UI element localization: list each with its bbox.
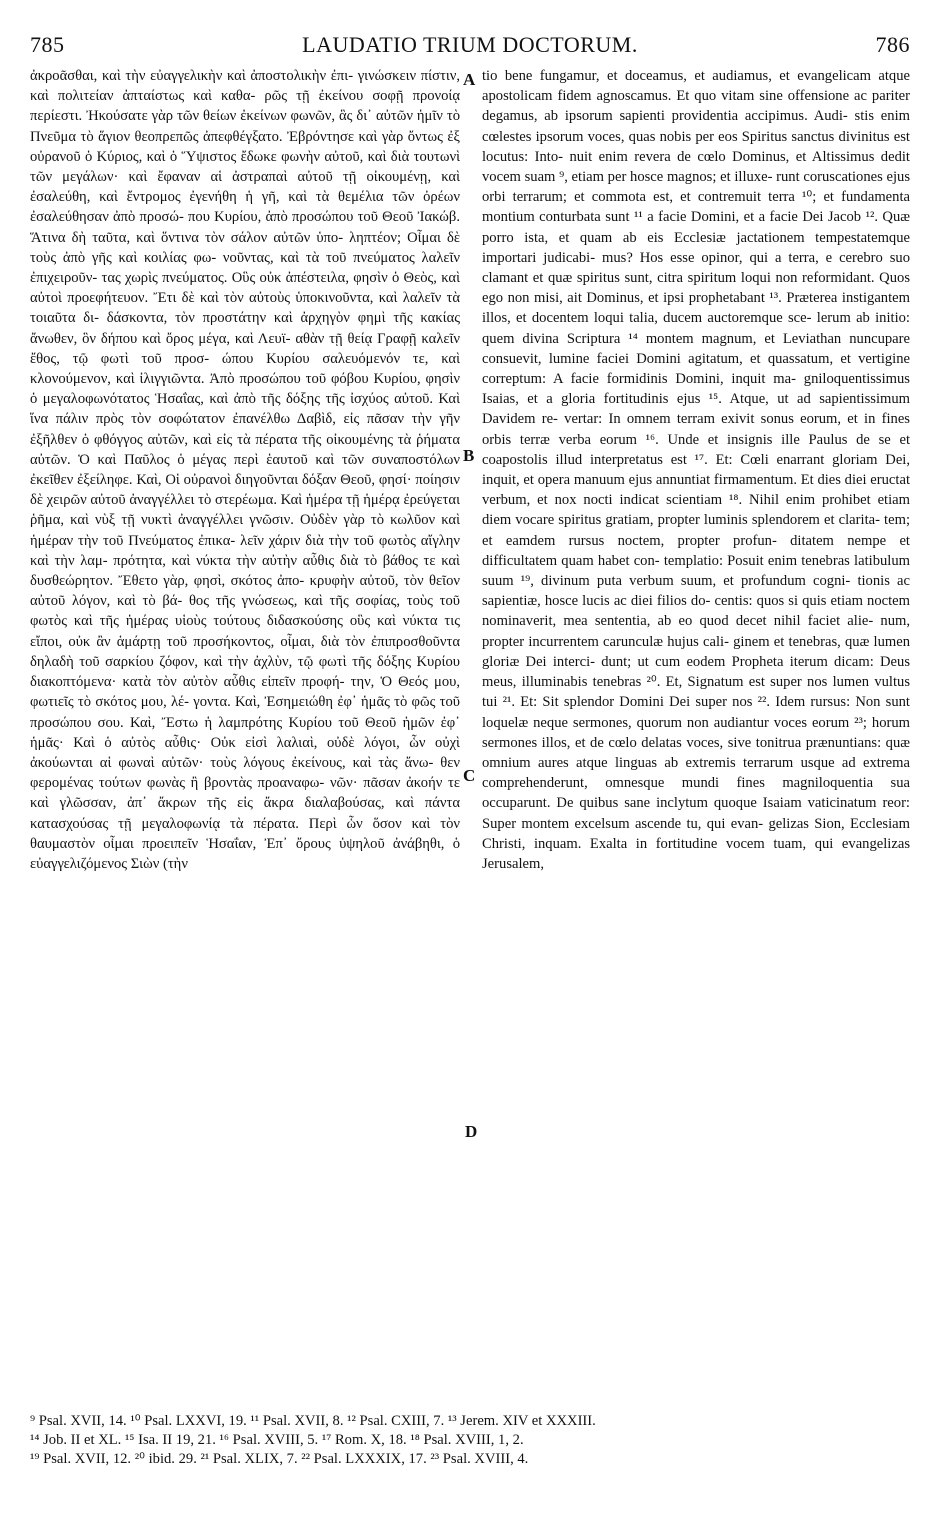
footnote-line: ¹⁹ Psal. XVII, 12. ²⁰ ibid. 29. ²¹ Psal. XLIX, 7. ²² Psal. LXXXIX, 17. ²³ Psal. XVIII, 4. (30, 1451, 529, 1467)
margin-letter-c: C (463, 766, 476, 785)
footnote-line: ⁹ Psal. XVII, 14. ¹⁰ Psal. LXXVI, 19. ¹¹ Psal. XVII, 8. ¹² Psal. CXIII, 7. ¹³ Jerem. XIV et XXXIII. (30, 1413, 596, 1429)
page-number-left: 785 (30, 32, 65, 57)
margin-letter-b: B (463, 446, 475, 465)
greek-column (30, 66, 460, 1401)
latin-column (482, 66, 910, 1401)
running-title: LAUDATIO TRIUM DOCTORUM. (302, 32, 638, 57)
page-number-right: 786 (875, 32, 910, 57)
greek-text: ἀκροᾶσθαι, καὶ τὴν εὐαγγελικὴν καὶ ἀποστολικὴν ἐπι- γινώσκειν πίστιν, καὶ πολιτείαν ἀπταίστως καὶ καθα- ρῶς τῇ ἐκείνου σοφῇ προνοίᾳ περίεστι. Ἠκούσατε γὰρ τῶν θείων ἐκείνων φωνῶν, ἃς δι᾽ αὐτῶν ἡμῖν τὸ Πνεῦμα τὸ ἅγιον θεοπρεπῶς ἀπεφθέγξατο. Ἐβρόντησε καὶ γὰρ ὄντως ἐξ οὐρανοῦ ὁ Κύριος, καὶ ὁ Ὕψιστος ἔδωκε φωνὴν αὐτοῦ, καὶ διὰ τουτωνὶ τῶν μεγάλων· καὶ ἔφαναν αἱ ἀστραπαὶ αὐτοῦ τῇ οἰκουμένῃ, καὶ ἐσαλεύθη, καὶ ἔντρομος ἐγενήθη ἡ γῆ, καὶ τὰ θεμέλια τῶν ὀρέων ἐσαλεύθησαν ἀπὸ προσώ- που Κυρίου, ἀπὸ προσώπου τοῦ Θεοῦ Ἰακώβ. Ἅτινα δὴ ταῦτα, καὶ ὅντινα τὸν σάλον αὐτῶν ὑπο- ληπτέον; Οἶμαι δὲ τοὺς ἀπὸ γῆς καὶ κοιλίας φω- νοῦντας, καὶ τὰ τοῦ πνεύματος λαλεῖν ἐπιχειροῦν- τας χωρὶς πνεύματος. Οὓς οὐκ ἀπέστειλα, φησὶν ὁ Θεὸς, καὶ αὐτοὶ προεφήτευον. Ἔτι δὲ καὶ τὸν αὐτοὺς ὑποκινοῦντα, καὶ λαλεῖν τὰ τοιαῦτα δι- δάσκοντα, τὸν προστάτην καὶ ἀρχηγὸν φημὶ τῆς κακίας ἄνωθεν, ὃν δήπου καὶ ὄρος μέγα, καὶ Λευϊ- αθὰν τῇ θείᾳ Γραφῇ καλεῖν ἔθος, τῷ φωτὶ τοῦ προσ- ώπου Κυρίου σαλευόμενόν τε, καὶ κλονούμενον, καὶ ἰλιγγιῶντα. Ἀπὸ προσώπου τοῦ φόβου Κυρίου, φησὶν ὁ μεγαλοφωνότατος Ἡσαΐας, καὶ ἀπὸ τῆς δόξης τῆς ἰσχύος αὐτοῦ. Καὶ ἵνα πάλιν πρὸς τὸν σοφώτατον ἐπανέλθω Δαβὶδ, εἰς πᾶσαν τὴν γῆν ἐξῆλθεν ὁ φθόγγος αὐτῶν, καὶ εἰς τὰ πέρατα τῆς οἰκουμένης τὰ ῥήματα αὐτῶν. Ὁ καὶ Παῦλος ὁ μέγας περὶ ἑαυτοῦ καὶ τῶν συναποστόλων ἐκεῖθεν ἐξείληφε. Καὶ, Οἱ οὐρανοὶ διηγοῦνται δόξαν Θεοῦ, φησί· ποίησιν δὲ χειρῶν αὐτοῦ ἀναγγέλλει τὸ στερέωμα. Καὶ ἡμέρα τῇ ἡμέρᾳ ἐρεύγεται ῥῆμα, καὶ νὺξ τῇ νυκτὶ ἀναγγέλλει γνῶσιν. Οὐδὲν γὰρ τὸ κωλῦον καὶ ἡμέραν τὴν τοῦ Πνεύματος ἐπικα- λεῖν χάριν διὰ τὴν τοῦ φωτὸς αἴγλην καὶ τὴν λαμ- πρότητα, καὶ νύκτα τὴν αὐτὴν αὖθις διὰ τὸ βάθος τε καὶ δυσθεώρητον. Ἔθετο γὰρ, φησὶ, σκότος ἀπο- κρυφὴν αὐτοῦ, τὸν θεῖον αὐτοῦ λόγον, καὶ τὸ βά- θος τῆς γνώσεως, καὶ τῆς σοφίας, τοὺς τοῦ φωτὸς καὶ τῆς ἡμέρας υἱοὺς τούτους διδασκούσης οὓς καὶ νύκτα τις εἴποι, οὐκ ἂν ἁμάρτῃ τοῦ προσήκοντος, οἶμαι, διὰ τὸν ἐπιπροσθοῦντα δηλαδὴ τοῦ σαρκίου ζόφον, καὶ τὴν ἀχλὺν, τῷ φωτὶ τῆς δόξης Κυρίου διακοπτόμενα· κατὰ τὸν αὐτὸν αὖθις εἰπεῖν προφή- την, Ὁ Θεός μου, φωτιεῖς τὸ σκότος μου, λέ- γοντα. Καὶ, Ἐσημειώθη ἐφ᾽ ἡμᾶς τὸ φῶς τοῦ προσώπου σου. Καὶ, Ἔστω ἡ λαμπρότης Κυρίου τοῦ Θεοῦ ἡμῶν ἐφ᾽ ἡμᾶς· Καὶ ὁ αὐτὸς αὖθις· Οὐκ εἰσὶ λαλιαὶ, οὐδὲ λόγοι, ὧν οὐχὶ ἀκούωνται αἱ φωναὶ αὐτῶν· τοὺς λόγους ἐκείνους, καὶ τὰς ἄνω- θεν φερομένας τούτων φωνὰς ἢ βροντὰς προαναφω- νῶν· πᾶσαν ἀκοήν τε καὶ γλῶσσαν, ἀπ᾽ ἄκρων τῆς εἰς ἄκρα διαλαβούσας, καὶ πάντα κατασχούσας τῇ μεγαλοφωνίᾳ τὰ πέρατα. Περὶ ὧν ὅσον καὶ τὸν θαυμαστὸν οἶμαι προειπεῖν Ἡσαΐαν, Ἐπ᾽ ὄρους ὑψηλοῦ ἀνάβηθι, ὁ εὐαγγελιζόμενος Σιὼν (τὴν (30, 68, 460, 872)
page-header (30, 32, 910, 62)
footnotes (30, 1412, 910, 1469)
latin-text: tio bene fungamur, et doceamus, et audiamus, et evangelicam atque apostolicam fidem agnoscamus. Et quo vitam sine offensione ac pariter degamus, ab ipsorum sapienti providentia accipimus. Audi- stis enim cœlestes ipsorum voces, quas nobis per eos Spiritus sanctus divinitus est locutus: Into- nuit enim revera de cœlo Dominus, et Altissimus dedit vocem suam ⁹, etiam per hosce magnos; et illuxe- runt coruscationes ejus orbi terrarum; et commota est, et contremuit terra ¹⁰; et fundamenta montium conturbata sunt ¹¹ a facie Domini, et a facie Dei Jacob ¹². Quæ porro ista, et quam ab eis Ecclesiæ jactationem tempestatemque importari judicabi- mus? Hos esse opinor, qui a terra, e cerebro suo clamant et quæ spiritus sunt, citra spiritum loqui non reformidant. Quos ego non misi, ait Dominus, et ipsi prophetabant ¹³. Præterea instigantem illos, et docentem loqui talia, ducem auctoremque sce- lerum ab initio: quem divina Scriptura ¹⁴ montem magnum, et Leviathan nuncupare consuevit, lumine faciei Domini agitatum, et quassatum, et vertigine correptum: A facie formidinis Domini, inquit ma- gniloquentissimus Isaias, et a gloria fortitudinis ejus ¹⁵. Atque, ut ad sapientissimum Davidem re- vertar: In omnem terram exivit sonus eorum, et in fines orbis terræ verba eorum ¹⁶. Unde et insignis ille Paulus de se et coapostolis illud interpretatus est ¹⁷. Et: Cœli enarrant gloriam Dei, inquit, et opera manuum ejus annuntiat firmamentum. Et dies diei eructat verbum, et nox nocti indicat scientiam ¹⁸. Nihil enim prohibet etiam diem vocare spiritus gratiam, propter luminis splendorem et clarita- tem; et eamdem rursus noctem, propter profun- ditatem nempe et difficultatem quam habet con- templatio: Posuit enim tenebras latibulum suum ¹⁹, divinum puta verbum suum, et profundum cogni- tionis ac sapientiæ, hosce lucis ac diei filios do- centis: quos si quis etiam noctem nominaverit, mea sententia, ab eo quod decet nihil faciet alie- num, propter incurrentem carunculæ hujus cali- ginem et tenebras, quæ lumen gloriæ Dei interci- dunt; ut cum eodem Propheta iterum dicam: Deus meus, illuminabis tenebras ²⁰. Et, Signatum est super nos lumen vultus tui ²¹. Et: Sit splendor Domini Dei super nos ²². Idem rursus: Non sunt loquelæ neque sermones, quorum non audiantur voces eorum ²³; horum sermones illos, et de cœlo delatas voces, sive tonitrua prænuntians: quæ omnium aures atque linguas ab extremis terrarum usque ad extrema comprehenderunt, omnesque mundi fines magniloquentia sua occuparunt. De quibus sane inclytum quoque Isaiam vaticinatum reor: Super montem excelsum ascende tu, qui evan- gelizas Sion, Ecclesiam Christi, inquam. Exalta in fortitudine vocem tuam, qui evangelizas Jerusalem, (482, 68, 910, 872)
margin-letter-d: D (465, 1122, 478, 1141)
margin-letter-a: A (463, 70, 476, 89)
footnote-line: ¹⁴ Job. II et XL. ¹⁵ Isa. II 19, 21. ¹⁶ Psal. XVIII, 5. ¹⁷ Rom. X, 18. ¹⁸ Psal. XVIII, 1, 2. (30, 1432, 524, 1448)
